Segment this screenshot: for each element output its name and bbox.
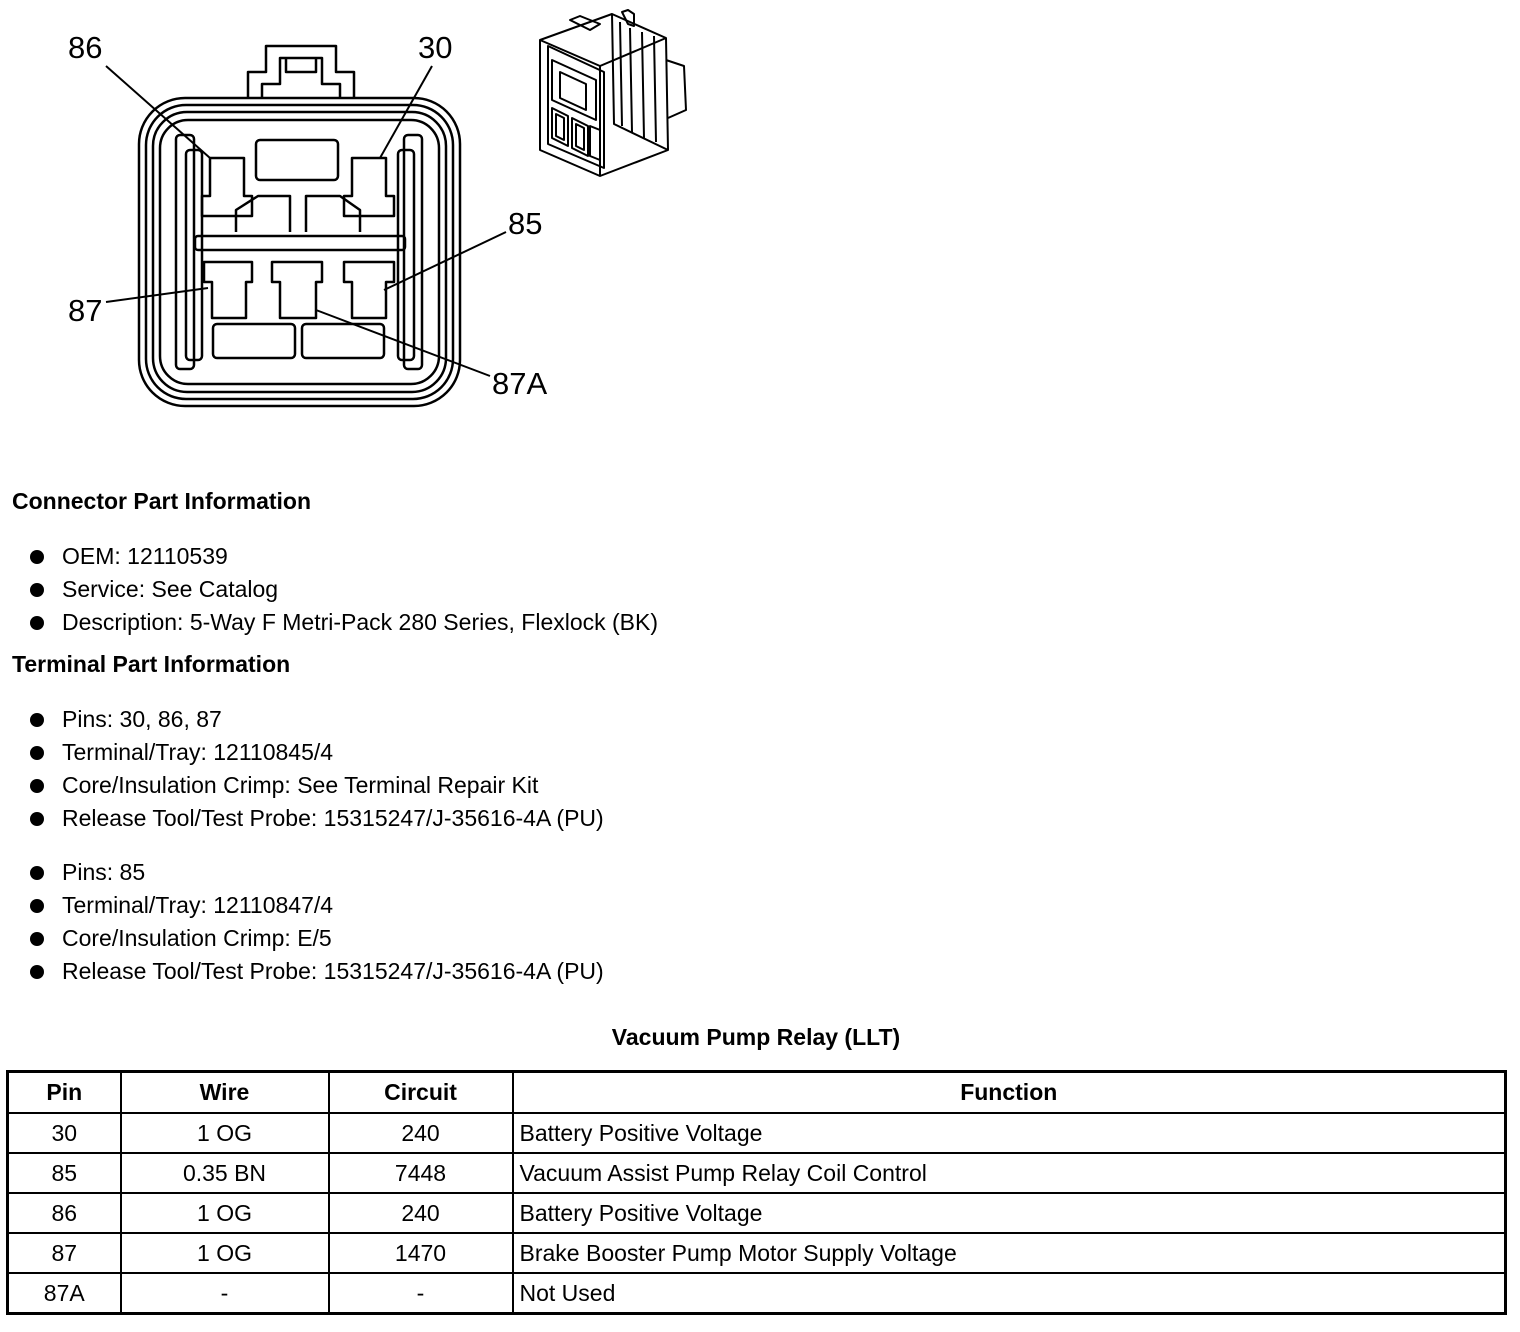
connector-3d-view: [540, 10, 686, 176]
list-item: Service: See Catalog: [30, 573, 658, 606]
pin-label-85: 85: [508, 206, 543, 241]
cavity-85: [344, 262, 394, 318]
cell-function: Vacuum Assist Pump Relay Coil Control: [513, 1153, 1506, 1193]
list-item: Core/Insulation Crimp: See Terminal Repair Kit: [30, 769, 604, 802]
bullet-icon: [30, 713, 44, 727]
list-item: Release Tool/Test Probe: 15315247/J-35616-4A (PU): [30, 802, 604, 835]
cell-function: Brake Booster Pump Motor Supply Voltage: [513, 1233, 1506, 1273]
header-circuit: Circuit: [329, 1072, 513, 1114]
connector-latch: [248, 46, 354, 98]
table-title: Vacuum Pump Relay (LLT): [611, 1024, 901, 1050]
cavity-86: [202, 158, 252, 216]
header-function: Function: [513, 1072, 1506, 1114]
bullet-icon: [30, 866, 44, 880]
cell-function: Battery Positive Voltage: [513, 1193, 1506, 1233]
list-item: Terminal/Tray: 12110847/4: [30, 889, 604, 922]
table-row: [8, 1273, 1506, 1314]
list-item: Description: 5-Way F Metri-Pack 280 Series, Flexlock (BK): [30, 606, 658, 639]
terminal-info-group-1: [30, 703, 604, 835]
cavity-87a: [272, 262, 322, 318]
cell-pin: 87A: [8, 1273, 121, 1314]
bullet-icon: [30, 550, 44, 564]
cell-wire: 1 OG: [121, 1113, 329, 1153]
bullet-icon: [30, 965, 44, 979]
connector-diagram: [0, 0, 760, 420]
list-item: Release Tool/Test Probe: 15315247/J-35616-4A (PU): [30, 955, 604, 988]
cell-wire: 1 OG: [121, 1193, 329, 1233]
bullet-icon: [30, 779, 44, 793]
table-row: [8, 1113, 1506, 1153]
terminal-info-group-2: [30, 856, 604, 988]
list-item: Core/Insulation Crimp: E/5: [30, 922, 604, 955]
bullet-icon: [30, 812, 44, 826]
pinout-table: [6, 1070, 1507, 1315]
cell-circuit: 240: [329, 1193, 513, 1233]
list-item: Terminal/Tray: 12110845/4: [30, 736, 604, 769]
bullet-icon: [30, 932, 44, 946]
list-item: OEM: 12110539: [30, 540, 658, 573]
header-wire: Wire: [121, 1072, 329, 1114]
list-item: Pins: 85: [30, 856, 604, 889]
list-item: Pins: 30, 86, 87: [30, 703, 604, 736]
cell-circuit: 240: [329, 1113, 513, 1153]
pin-label-87a: 87A: [492, 366, 548, 401]
cell-wire: 0.35 BN: [121, 1153, 329, 1193]
terminal-info-title: Terminal Part Information: [12, 651, 291, 677]
cell-pin: 30: [8, 1113, 121, 1153]
cavity-30: [344, 158, 394, 216]
bullet-icon: [30, 746, 44, 760]
cell-wire: 1 OG: [121, 1233, 329, 1273]
cell-circuit: -: [329, 1273, 513, 1314]
pin-label-30: 30: [418, 30, 453, 65]
cell-function: Not Used: [513, 1273, 1506, 1314]
pin-label-86: 86: [68, 30, 103, 65]
cell-pin: 87: [8, 1233, 121, 1273]
bullet-icon: [30, 616, 44, 630]
connector-info-list: [30, 540, 658, 639]
table-header-row: [8, 1072, 1506, 1114]
cavity-87: [204, 262, 252, 318]
table-row: [8, 1233, 1506, 1273]
cell-wire: -: [121, 1273, 329, 1314]
table-row: [8, 1153, 1506, 1193]
connector-info-title: Connector Part Information: [12, 488, 312, 514]
pin-label-87: 87: [68, 293, 103, 328]
cell-pin: 86: [8, 1193, 121, 1233]
cell-pin: 85: [8, 1153, 121, 1193]
bullet-icon: [30, 899, 44, 913]
table-row: [8, 1193, 1506, 1233]
cell-circuit: 7448: [329, 1153, 513, 1193]
cell-circuit: 1470: [329, 1233, 513, 1273]
bullet-icon: [30, 583, 44, 597]
header-pin: Pin: [8, 1072, 121, 1114]
cell-function: Battery Positive Voltage: [513, 1113, 1506, 1153]
